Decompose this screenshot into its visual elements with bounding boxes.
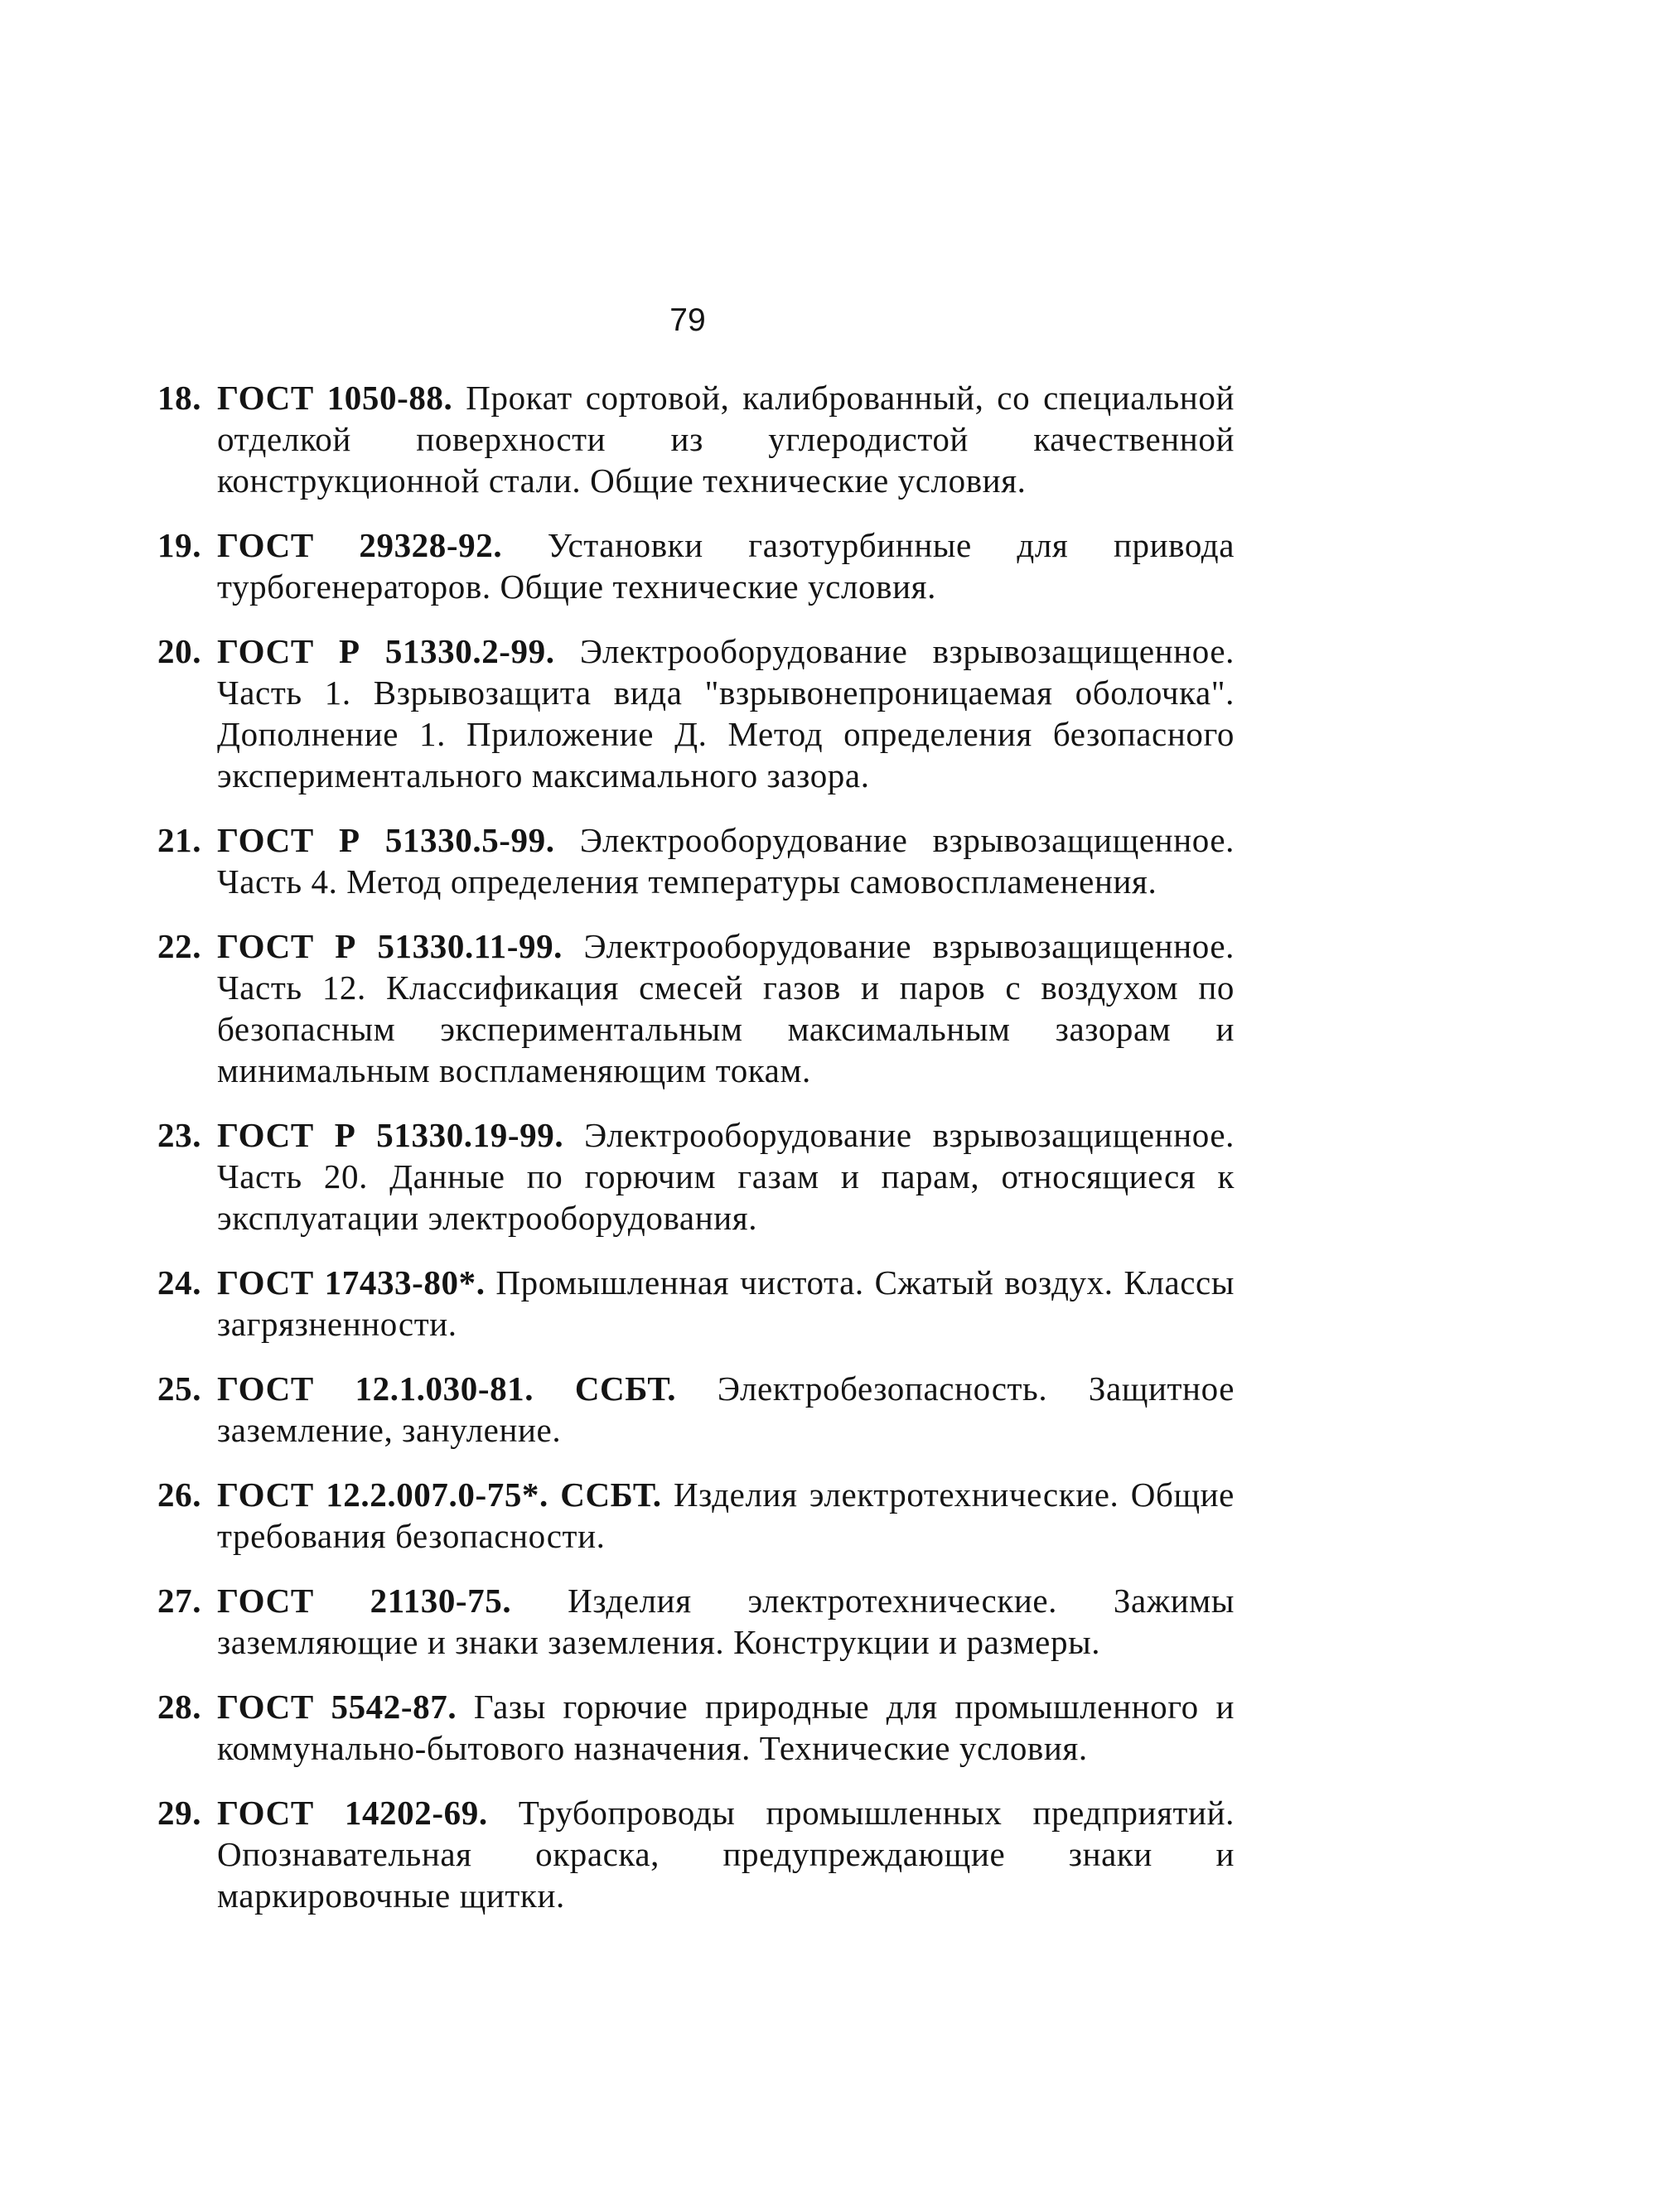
entry-number: 22. (157, 927, 202, 965)
entry-text: Изделия электротехнические. Зажимы заземляющие и знаки заземления. Конструкции и размеры. (217, 1582, 1235, 1661)
entry-text: Электрооборудование взрывозащищенное. Часть 4. Метод определения температуры самовоспламенения. (217, 821, 1235, 901)
entry-text: Электробезопасность. Защитное заземление, зануление. (217, 1369, 1235, 1449)
standard-code: ГОСТ 12.2.007.0-75*. ССБТ. (217, 1475, 662, 1514)
list-item (157, 630, 1235, 796)
standard-code: ГОСТ 17433-80*. (217, 1263, 486, 1302)
list-item (157, 1580, 1235, 1663)
entry-number: 20. (157, 632, 202, 670)
page-number: 79 (669, 302, 706, 338)
list-item (157, 1262, 1235, 1345)
entry-text: Установки газотурбинные для привода турбогенераторов. Общие технические условия. (217, 526, 1235, 606)
list-item (157, 524, 1235, 607)
entry-number: 23. (157, 1116, 202, 1154)
entry-text: Газы горючие природные для промышленного и коммунально-бытового назначения. Технические условия. (217, 1688, 1235, 1767)
entry-text: Прокат сортовой, калиброванный, со специальной отделкой поверхности из углеродистой качественной конструкционной стали. Общие технические условия. (217, 379, 1235, 500)
entry-number: 29. (157, 1794, 202, 1832)
entry-text: Электрооборудование взрывозащищенное. Часть 12. Классификация смесей газов и паров с воздухом по безопасным экспериментальным максимальным зазорам и минимальным воспламеняющим токам. (217, 927, 1235, 1089)
standard-code: ГОСТ 12.1.030-81. ССБТ. (217, 1369, 677, 1408)
standard-code: ГОСТ 21130-75. (217, 1582, 512, 1620)
entry-number: 18. (157, 379, 202, 417)
standard-code: ГОСТ 5542-87. (217, 1688, 457, 1726)
standard-code: ГОСТ Р 51330.19-99. (217, 1116, 564, 1154)
entry-number: 25. (157, 1369, 202, 1408)
list-item (157, 925, 1235, 1091)
list-item (157, 1686, 1235, 1769)
entry-number: 24. (157, 1263, 202, 1302)
standard-code: ГОСТ Р 51330.5-99. (217, 821, 555, 859)
standard-code: ГОСТ 1050-88. (217, 379, 453, 417)
entry-number: 28. (157, 1688, 202, 1726)
list-item (157, 1114, 1235, 1239)
standard-code: ГОСТ Р 51330.11-99. (217, 927, 563, 965)
references-list (157, 377, 1235, 1939)
entry-text: Трубопроводы промышленных предприятий. Опознавательная окраска, предупреждающие знаки и маркировочные щитки. (217, 1794, 1235, 1915)
list-item (157, 1474, 1235, 1557)
entry-text: Промышленная чистота. Сжатый воздух. Классы загрязненности. (217, 1263, 1235, 1343)
entry-number: 26. (157, 1475, 202, 1514)
list-item (157, 1368, 1235, 1451)
entry-text: Изделия электротехнические. Общие требования безопасности. (217, 1475, 1235, 1555)
entry-text: Электрооборудование взрывозащищенное. Часть 1. Взрывозащита вида "взрывонепроницаемая оболочка". Дополнение 1. Приложение Д. Метод определения безопасного экспериментального максимального зазора. (217, 632, 1235, 794)
entry-number: 27. (157, 1582, 202, 1620)
standard-code: ГОСТ 29328-92. (217, 526, 503, 564)
entry-number: 21. (157, 821, 202, 859)
standard-code: ГОСТ Р 51330.2-99. (217, 632, 555, 670)
entry-number: 19. (157, 526, 202, 564)
list-item (157, 819, 1235, 902)
standard-code: ГОСТ 14202-69. (217, 1794, 488, 1832)
list-item (157, 377, 1235, 501)
list-item (157, 1792, 1235, 1916)
entry-text: Электрооборудование взрывозащищенное. Часть 20. Данные по горючим газам и парам, относящиеся к эксплуатации электрооборудования. (217, 1116, 1235, 1237)
